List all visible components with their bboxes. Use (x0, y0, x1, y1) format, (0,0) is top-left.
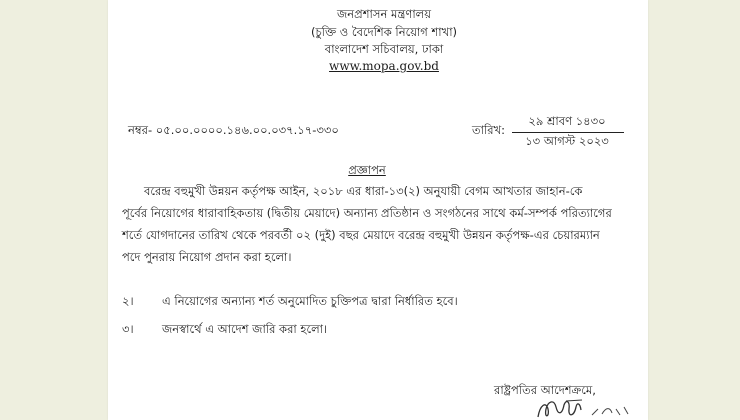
date-divider (512, 132, 624, 133)
document-title: প্রজ্ঞাপন (348, 163, 386, 177)
office-address: বাংলাদেশ সচিবালয়, ঢাকা (324, 42, 444, 56)
date-gregorian: ১৩ আগস্ট ২০২৩ (525, 134, 609, 148)
paragraph-1-line-1: বরেন্দ্র বহুমুখী উন্নয়ন কর্তৃপক্ষ আইন, ২০১৮ এর ধারা-১৩(২) অনুযায়ী বেগম আখতার জাহান-কে (144, 184, 583, 198)
website-link[interactable]: www.mopa.gov.bd (329, 59, 439, 73)
item-3-text: জনস্বার্থে এ আদেশ জারি করা হলো। (162, 322, 328, 336)
ministry-name: জনপ্রশাসন মন্ত্রণালয় (337, 7, 431, 21)
paragraph-1-line-4: পদে পুনরায় নিয়োগ প্রদান করা হলো। (122, 250, 292, 264)
paragraph-1-line-2: পূর্বের নিয়োগের ধারাবাহিকতায় (দ্বিতীয় মেয়াদে) অন্যান্য প্রতিষ্ঠান ও সংগঠনের সাথে কর্ম-সম্পর্ক পরিত্যাগের (122, 206, 612, 220)
wing-name: (চুক্তি ও বৈদেশিক নিয়োগ শাখা) (310, 25, 458, 39)
paragraph-1-line-3: শর্তে যোগদানের তারিখ থেকে পরবর্তী ০২ (দুই) বছর মেয়াদে বরেন্দ্র বহুমুখী উন্নয়ন কর্তৃপক্ষ-এর চেয়ারম্যান (122, 228, 600, 242)
item-2-number: ২। (122, 294, 134, 308)
date-label: তারিখ: (472, 123, 506, 137)
date-bangla: ২৯ শ্রাবণ ১৪৩০ (528, 114, 606, 128)
closing-text: রাষ্ট্রপতির আদেশক্রমে, (494, 383, 596, 397)
paragraph-1 (122, 180, 626, 268)
item-2-text: এ নিয়োগের অন্যান্য শর্ত অনুমোদিত চুক্তিপত্র দ্বারা নির্ধারিত হবে। (162, 294, 458, 308)
item-3-number: ৩। (122, 322, 134, 336)
memo-number: নম্বর- ০৫.০০.০০০০.১৪৬.০০.০৩৭.১৭-৩৩০ (128, 123, 339, 137)
signature (536, 395, 632, 420)
